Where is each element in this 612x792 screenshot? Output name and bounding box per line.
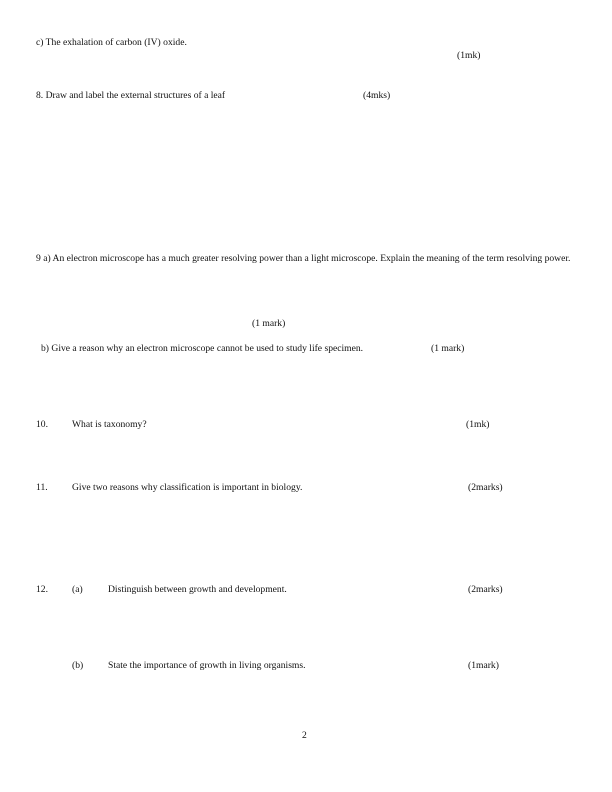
- question-10-marks: (1mk): [466, 419, 490, 430]
- page-number: 2: [302, 730, 307, 741]
- question-12-number: 12.: [36, 584, 48, 595]
- question-9b-marks: (1 mark): [431, 343, 465, 354]
- question-12a-label: (a): [72, 584, 83, 595]
- question-9b-text: b) Give a reason why an electron microscope cannot be used to study life specimen.: [41, 343, 364, 354]
- question-12b-marks: (1mark): [468, 660, 499, 671]
- question-10-number: 10.: [36, 419, 48, 430]
- question-9a-text: 9 a) An electron microscope has a much greater resolving power than a light microscope. Explain the meaning of the term resolving power.: [36, 253, 571, 264]
- question-11-number: 11.: [36, 482, 48, 493]
- question-9a-marks: (1 mark): [252, 318, 286, 329]
- question-12a-text: Distinguish between growth and development.: [108, 584, 287, 595]
- question-12a-marks: (2marks): [468, 584, 503, 595]
- question-7c-marks: (1mk): [457, 50, 481, 61]
- question-8-text: 8. Draw and label the external structures of a leaf: [36, 90, 226, 101]
- question-11-text: Give two reasons why classification is important in biology.: [72, 482, 303, 493]
- question-11-marks: (2marks): [468, 482, 503, 493]
- question-12b-text: State the importance of growth in living organisms.: [108, 660, 306, 671]
- question-10-text: What is taxonomy?: [72, 419, 147, 430]
- question-8-marks: (4mks): [363, 90, 391, 101]
- question-7c-text: c) The exhalation of carbon (IV) oxide.: [36, 37, 187, 48]
- question-12b-label: (b): [72, 660, 84, 671]
